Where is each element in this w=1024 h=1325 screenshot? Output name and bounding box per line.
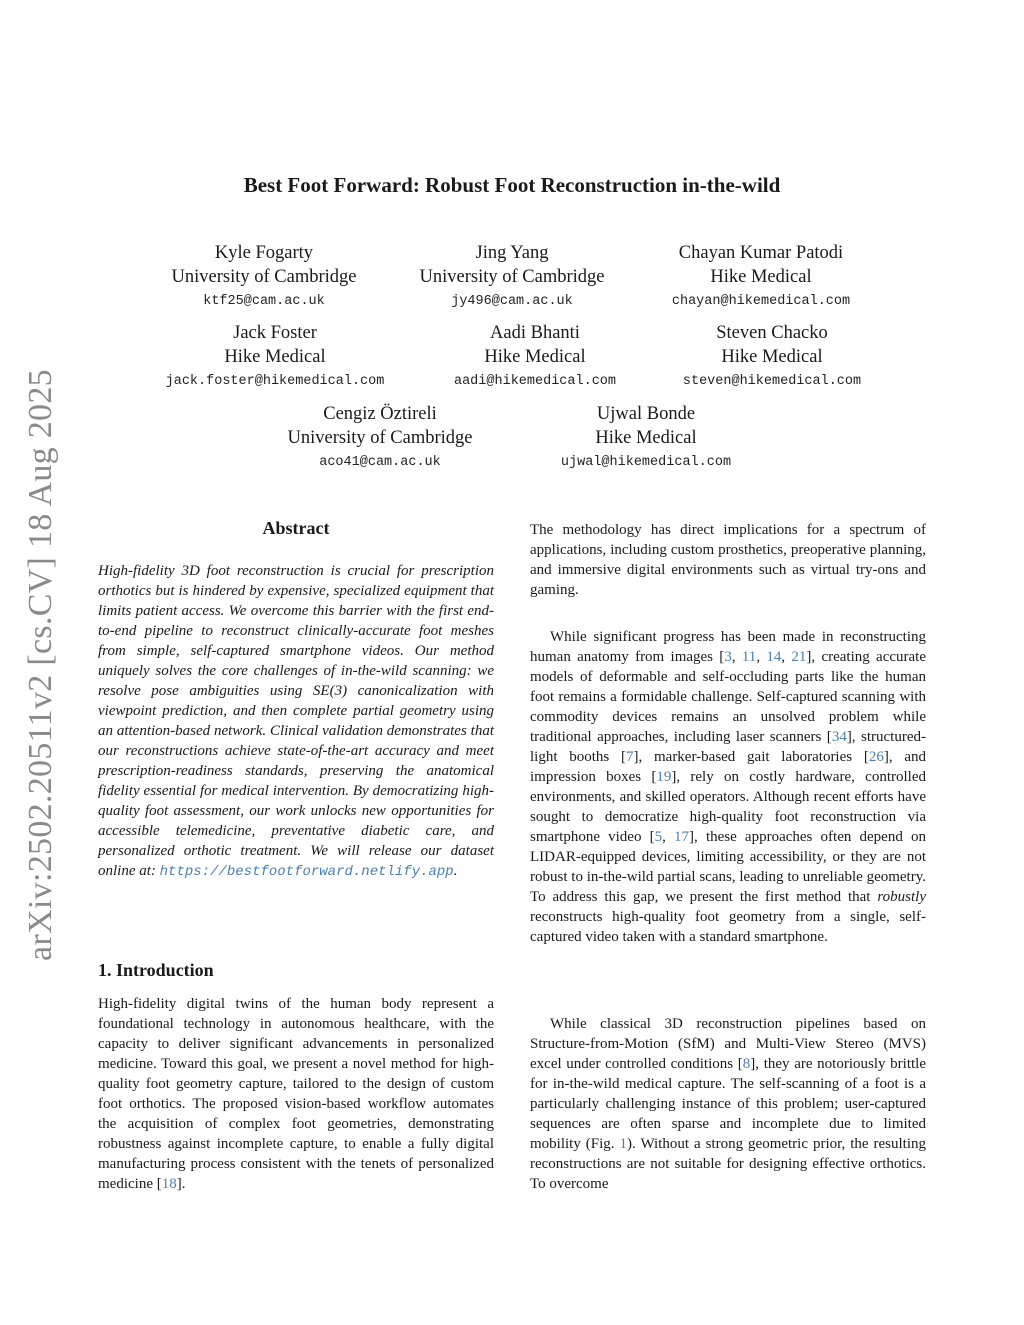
author-affiliation: University of Cambridge xyxy=(171,267,357,287)
citation-link[interactable]: 3 xyxy=(724,649,732,665)
author-block xyxy=(230,402,530,473)
paragraph-text: ], structured-light booths [ xyxy=(530,729,926,765)
author-block xyxy=(622,321,922,392)
citation-link[interactable]: 8 xyxy=(742,1056,751,1072)
paragraph-text: ], creating accurate models of deformable and self-occluding parts like the human foot remains a formidable challenge. Self-captured scanning with commodity devices remains an unsolved problem while traditional approaches, including laser scanners [ xyxy=(530,649,926,745)
citation-separator: , xyxy=(662,829,675,845)
citation-separator: , xyxy=(731,649,742,665)
intro-paragraph xyxy=(98,994,494,1194)
author-affiliation: Hike Medical xyxy=(710,267,812,287)
citation-link[interactable]: 21 xyxy=(791,649,807,665)
paragraph-text: reconstructs high-quality foot geometry from a single, self-captured video taken with a standard smartphone. xyxy=(530,909,926,945)
author-affiliation: Hike Medical xyxy=(224,347,326,367)
paragraph-text: While classical 3D reconstruction pipelines based on Structure-from-Motion (SfM) and Multi-View Stereo (MVS) excel under controlled conditions [ xyxy=(530,1016,926,1072)
author-email[interactable]: steven@hikemedical.com xyxy=(682,374,862,389)
citation-separator: , xyxy=(756,649,767,665)
author-affiliation: Hike Medical xyxy=(721,347,823,367)
author-affiliation: University of Cambridge xyxy=(287,428,473,448)
citation-link[interactable]: 14 xyxy=(766,649,782,665)
author-name: Kyle Fogarty xyxy=(214,243,314,263)
paragraph-text: ], and impression boxes [ xyxy=(530,749,926,785)
author-email[interactable]: ujwal@hikemedical.com xyxy=(560,455,732,470)
citation-link[interactable]: 34 xyxy=(831,729,847,745)
author-affiliation: Hike Medical xyxy=(484,347,586,367)
author-name: Jack Foster xyxy=(233,323,317,343)
dataset-link[interactable]: https://bestfootforward.netlify.app xyxy=(159,864,454,880)
intro-text-end: ]. xyxy=(176,1176,186,1192)
author-name: Steven Chacko xyxy=(716,323,828,343)
arxiv-stamp xyxy=(6,355,76,975)
abstract-end: . xyxy=(453,863,458,879)
author-block xyxy=(496,402,796,473)
paragraph-text: ], rely on costly hardware, controlled environments, and skilled operators. Although recent efforts have sought to democratize high-quality foot reconstruction via smartphone video [ xyxy=(530,769,926,845)
paragraph-text: ). Without a strong geometric prior, the resulting reconstructions are not suitable for designing effective orthotics. To overcome xyxy=(530,1136,926,1192)
intro-text: High-fidelity digital twins of the human body represent a foundational technology in autonomous healthcare, with the capacity to deliver significant advancements in personalized medicine. Toward this goal, we present a novel method for high-quality foot geometry capture, tailored to the design of custom foot orthotics. The proposed vision-based workflow automates the acquisition of complex foot geometries, demonstrating robustness against incomplete capture, to enable a fully digital manufacturing process consistent with the tenets of personalized medicine [ xyxy=(98,996,494,1192)
paragraph-text: ], these approaches often depend on LIDAR-equipped devices, limiting accessibility, or they are not robust to in-the-wild partial scans, leading to unreliable geometry. To address this gap, we present the first method that xyxy=(530,829,927,905)
author-affiliation: Hike Medical xyxy=(595,428,697,448)
author-affiliation: University of Cambridge xyxy=(419,267,605,287)
abstract-heading: Abstract xyxy=(262,518,330,538)
author-email[interactable]: chayan@hikemedical.com xyxy=(671,294,851,309)
citation-link[interactable]: 7 xyxy=(626,749,634,765)
citation-link[interactable]: 19 xyxy=(656,769,672,785)
author-name: Aadi Bhanti xyxy=(490,323,580,343)
paragraph-text: ], marker-based gait laboratories [ xyxy=(633,749,869,765)
figure-link[interactable]: 1 xyxy=(619,1136,628,1152)
author-email[interactable]: jack.foster@hikemedical.com xyxy=(165,374,385,389)
section-heading-introduction: 1. Introduction xyxy=(98,960,214,980)
author-block xyxy=(611,241,911,312)
right-paragraph-1: The methodology has direct implications for a spectrum of applications, including custom prosthetics, preoperative planning, and immersive digital environments such as virtual try-ons and gaming. xyxy=(530,522,926,598)
author-email[interactable]: jy496@cam.ac.uk xyxy=(451,294,573,309)
author-name: Cengiz Öztireli xyxy=(323,404,437,424)
author-email[interactable]: aco41@cam.ac.uk xyxy=(319,455,441,470)
paragraph-text: While significant progress has been made in reconstructing human anatomy from images [ xyxy=(530,629,926,665)
citation-link[interactable]: 18 xyxy=(161,1176,177,1192)
paragraph-text: ], they are notoriously brittle for in-the-wild medical capture. The self-scanning of a foot is a particularly challenging instance of this problem; user-captured sequences are often sparse and incomplete due to limited mobility (Fig. xyxy=(530,1056,926,1152)
right-paragraph-3 xyxy=(530,1014,926,1194)
citation-link[interactable]: 26 xyxy=(868,749,884,765)
citation-separator: , xyxy=(781,649,792,665)
author-name: Ujwal Bonde xyxy=(596,404,696,424)
author-email[interactable]: aadi@hikemedical.com xyxy=(453,374,617,389)
citation-link[interactable]: 17 xyxy=(674,829,690,845)
author-name: Chayan Kumar Patodi xyxy=(678,243,844,263)
paper-title: Best Foot Forward: Robust Foot Reconstruction in-the-wild xyxy=(243,173,781,197)
author-block xyxy=(125,321,425,392)
emphasis-text: robustly xyxy=(877,889,926,905)
abstract-text xyxy=(98,561,494,882)
author-email[interactable]: ktf25@cam.ac.uk xyxy=(203,294,325,309)
arxiv-stamp-text: arXiv:2502.20511v2 [cs.CV] 18 Aug 2025 xyxy=(22,369,59,961)
author-name: Jing Yang xyxy=(475,243,549,263)
abstract-body: High-fidelity 3D foot reconstruction is crucial for prescription orthotics but is hindered by expensive, specialized equipment that limits patient access. We overcome this barrier with the first end-to-end pipeline to reconstruct clinically-accurate foot meshes from simple, self-captured smartphone videos. Our method uniquely solves the core challenges of in-the-wild scanning: we resolve pose ambiguities using SE(3) canonicalization with viewpoint prediction, and then complete partial geometry using an attention-based network. Clinical validation demonstrates that our reconstructions achieve state-of-the-art accuracy and meet prescription-readiness standards, preserving the anatomical fidelity essential for medical intervention. By democratizing high-quality foot assessment, our work unlocks new opportunities for accessible telemedicine, preventative diabetic care, and personalized orthotic treatment. We will release our dataset online at: xyxy=(98,563,494,879)
right-paragraph-2 xyxy=(530,627,926,947)
citation-link[interactable]: 11 xyxy=(741,649,757,665)
citation-link[interactable]: 5 xyxy=(654,829,663,845)
